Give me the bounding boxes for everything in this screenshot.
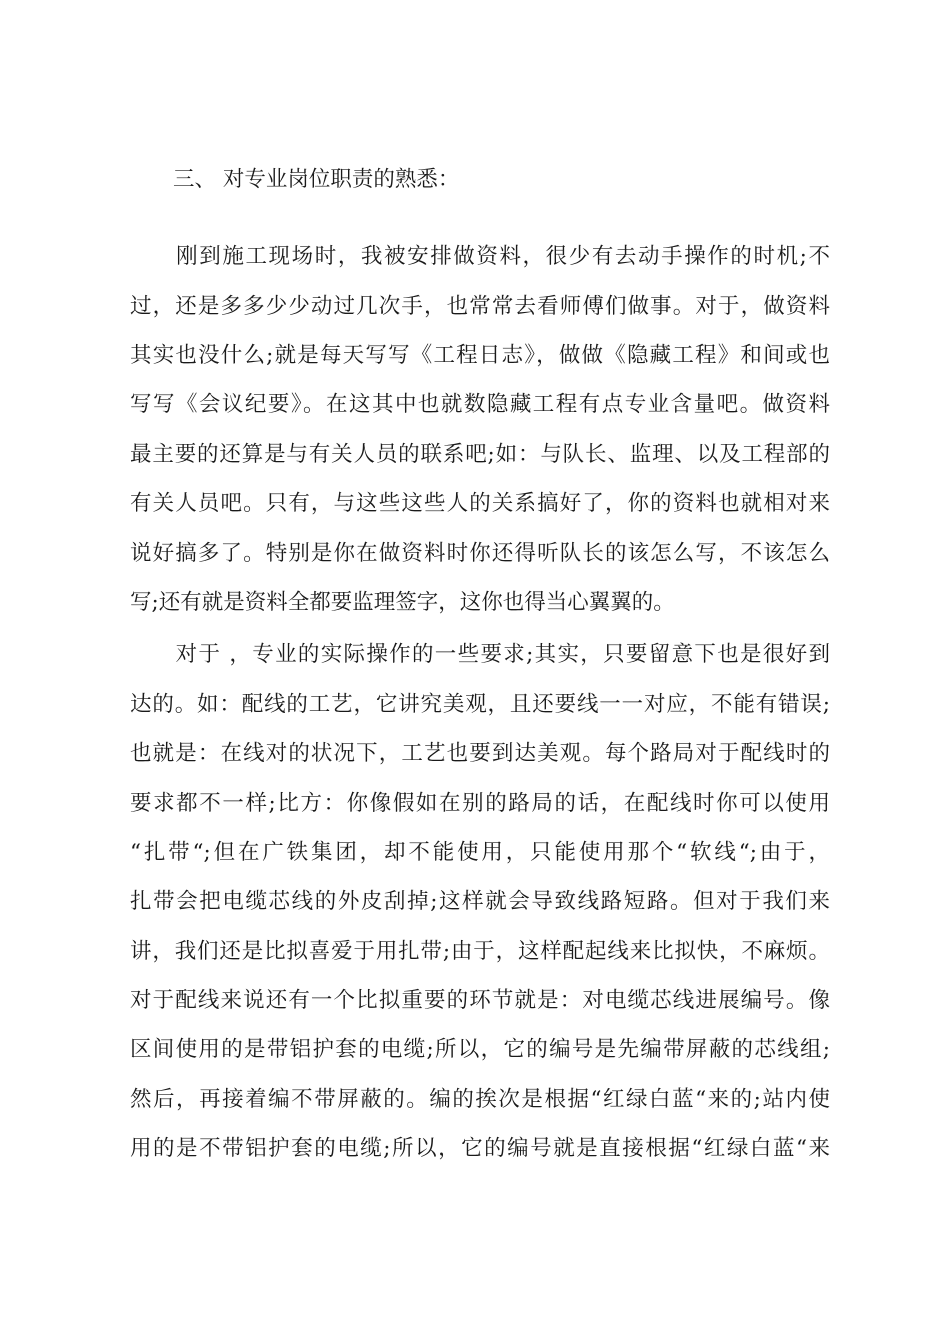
paragraph-line: 过，还是多多少少动过几次手，也常常去看师傅们做事。对于，做资料 [130,294,830,319]
paragraph-line: 写写《会议纪要》。在这其中也就数隐藏工程有点专业含量吧。做资料 [130,392,830,417]
paragraph-line: 讲，我们还是比拟喜爱于用扎带;由于，这样配起线来比拟快，不麻烦。 [130,939,830,964]
paragraph-line: 扎带会把电缆芯线的外皮刮掉;这样就会导致线路短路。但对于我们来 [130,889,830,914]
paragraph-line: 刚到施工现场时，我被安排做资料，很少有去动手操作的时机;不 [130,244,830,269]
paragraph-line: “扎带“;但在广铁集团，却不能使用，只能使用那个“软线“;由于， [130,840,830,865]
paragraph-line: 然后，再接着编不带屏蔽的。编的挨次是根据“红绿白蓝“来的;站内使 [130,1087,830,1112]
paragraph-line: 其实也没什么;就是每天写写《工程日志》，做做《隐藏工程》和间或也 [130,343,830,368]
paragraph-line: 最主要的还算是与有关人员的联系吧;如：与队长、监理、以及工程部的 [130,442,830,467]
paragraph-line: 写;还有就是资料全都要监理签字，这你也得当心翼翼的。 [130,590,675,615]
paragraph-line: 对于配线来说还有一个比拟重要的环节就是：对电缆芯线进展编号。像 [130,988,830,1013]
paragraph-line: 有关人员吧。只有，与这些这些人的关系搞好了，你的资料也就相对来 [130,491,830,516]
paragraph-line: 用的是不带铝护套的电缆;所以，它的编号就是直接根据“红绿白蓝“来 [130,1136,830,1161]
paragraph-line: 说好搞多了。特别是你在做资料时你还得听队长的该怎么写，不该怎么 [130,541,830,566]
paragraph-line: 区间使用的是带铝护套的电缆;所以，它的编号是先编带屏蔽的芯线组; [130,1037,830,1062]
paragraph-line: 也就是：在线对的状况下，工艺也要到达美观。每个路局对于配线时的 [130,741,830,766]
paragraph-line: 要求都不一样;比方：你像假如在别的路局的话，在配线时你可以使用 [130,791,830,816]
paragraph-line: 对于 ，专业的实际操作的一些要求;其实，只要留意下也是很好到 [130,642,830,667]
section-heading: 三、 对专业岗位职责的熟悉： [173,167,460,192]
paragraph-line: 达的。如：配线的工艺，它讲究美观，且还要线一一对应，不能有错误; [130,692,830,717]
